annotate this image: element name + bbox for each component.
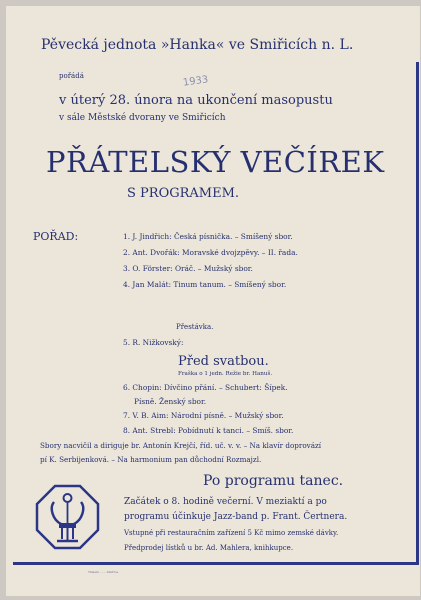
program-item: 4. Jan Malát: Tinum tanum. – Smíšený sbor. <box>123 280 287 289</box>
border-line-bottom <box>13 562 419 565</box>
program-item: 5. R. Nižkovský: <box>123 338 184 347</box>
presents-label: pořádá <box>59 72 84 80</box>
poster-sheet <box>6 6 420 596</box>
event-venue: v sále Městské dvorany ve Smiřicích <box>59 113 226 123</box>
admission-line: Vstupné při restauračním zařízení 5 Kč mimo zemské dávky. <box>124 529 339 537</box>
start-info-line: programu účinkuje Jazz-band p. Frant. Čertnera. <box>124 512 348 522</box>
program-item: 1. J. Jindřich: Česká písnička. – Smíšený sbor. <box>123 232 293 241</box>
event-date: v úterý 28. února na ukončení masopustu <box>59 93 333 108</box>
start-info-line: Začátek o 8. hodině večerní. V meziaktí a po <box>124 497 327 507</box>
dance-announcement: Po programu tanec. <box>203 473 344 489</box>
intermission-label: Přestávka. <box>176 323 214 331</box>
play-title: Před svatbou. <box>178 354 269 369</box>
choir-credits-line: pí K. Serbijenková. – Na harmonium pan důchodní Rozmajzl. <box>40 455 262 464</box>
choir-credits-line: Sbory nacvičil a diriguje br. Antonín Krejčí, říd. uč. v. v. – Na klavír doprovází <box>40 441 322 450</box>
program-item: 2. Ant. Dvořák: Moravské dvojzpěvy. – II. řada. <box>123 248 298 257</box>
play-note: Fraška o 1 jedn. Režie br. Hanuš. <box>178 371 273 377</box>
organizer-header: Pěvecká jednota »Hanka« ve Smiřicích n. L. <box>41 37 354 53</box>
event-subtitle: S PROGRAMEM. <box>127 186 240 201</box>
program-label: POŘAD: <box>33 230 79 243</box>
program-item-continuation: Písně. Ženský sbor. <box>134 397 207 406</box>
program-item: 7. V. B. Aim: Národní písně. – Mužský sbor. <box>123 411 284 420</box>
printer-imprint: Tiskem ...... Smiřice <box>88 570 119 574</box>
event-title: PŘÁTELSKÝ VEČÍREK <box>46 145 385 179</box>
handwritten-year: 1933 <box>182 74 210 89</box>
program-item: 3. O. Förster: Oráč. – Mužský sbor. <box>123 264 253 273</box>
border-line-right <box>416 62 419 564</box>
program-item: 8. Ant. Strebl: Pobídnutí k tanci. – Smíš. sbor. <box>123 426 294 435</box>
lyre-emblem-icon <box>35 484 100 550</box>
presale-line: Předprodej lístků u br. Ad. Mahlera, knihkupce. <box>124 544 294 552</box>
program-item: 6. Chopin: Dívčino přání. – Schubert: Šípek. <box>123 383 288 392</box>
